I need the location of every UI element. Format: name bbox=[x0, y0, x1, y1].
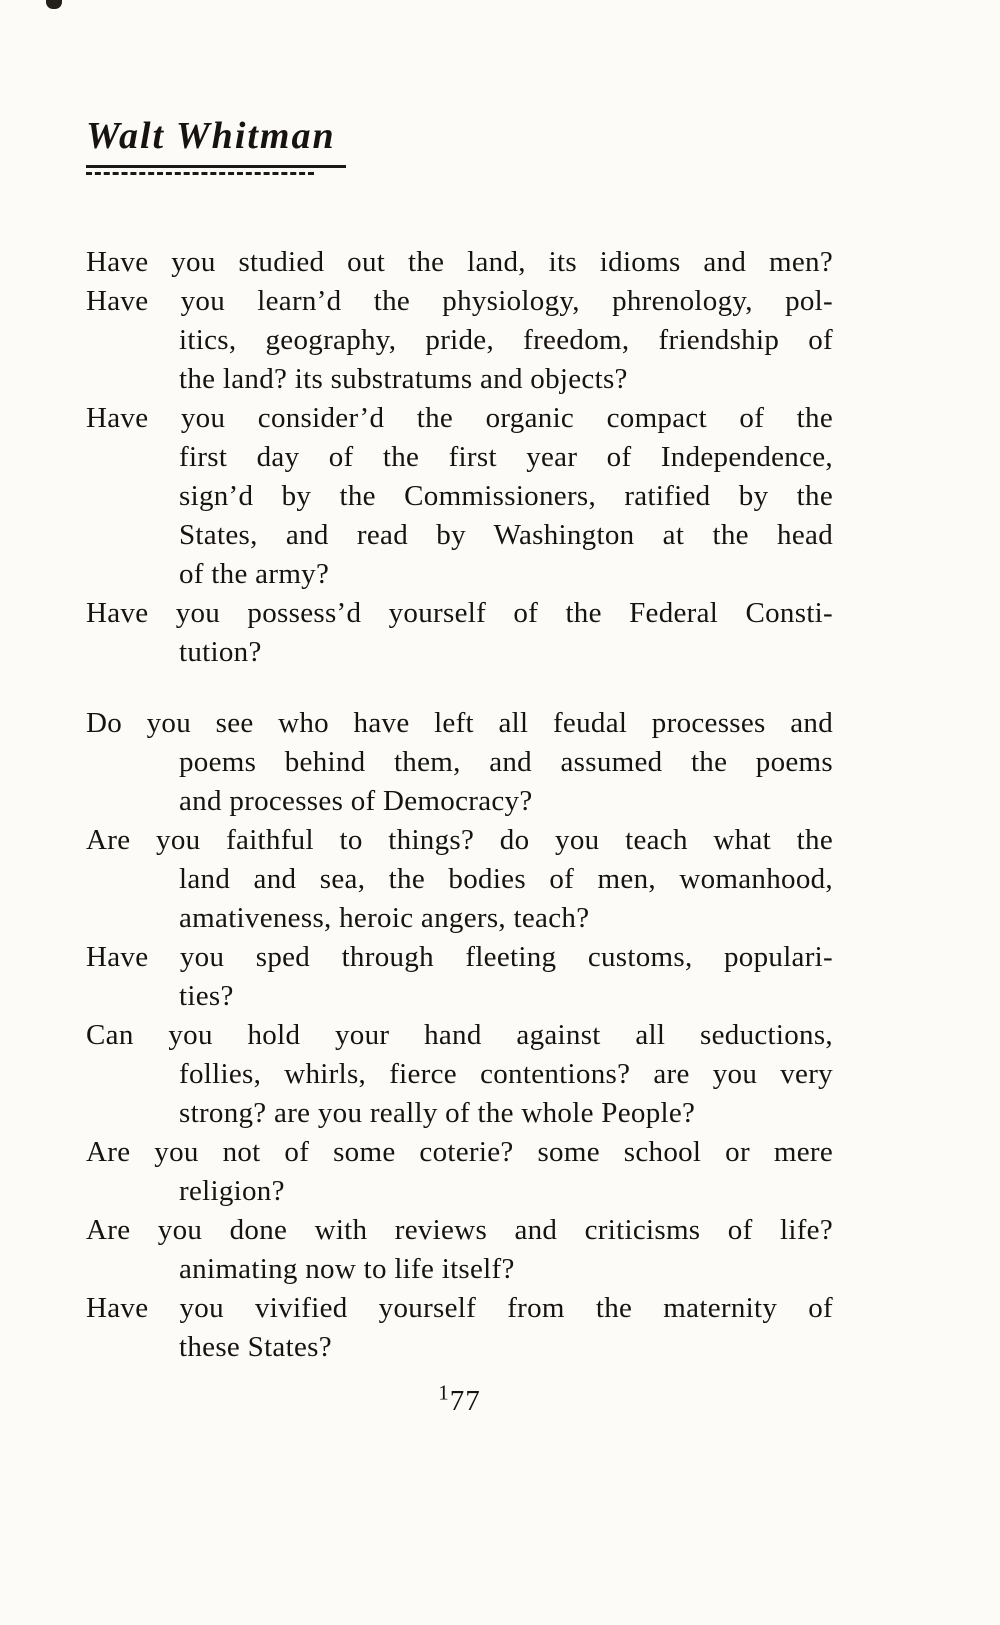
poem-line: Are you not of some coterie? some school or mere bbox=[86, 1135, 833, 1168]
poem-line: Have you possess’d yourself of the Federal Consti- bbox=[86, 596, 833, 629]
poem-line: States, and read by Washington at the head bbox=[179, 518, 833, 551]
poem-line: religion? bbox=[179, 1174, 285, 1207]
decorative-rule bbox=[86, 172, 314, 175]
poem-line: itics, geography, pride, freedom, friendship of bbox=[179, 323, 833, 356]
poem-line: poems behind them, and assumed the poems bbox=[179, 745, 833, 778]
poem-line: Are you done with reviews and criticisms of life? bbox=[86, 1213, 833, 1246]
poem-line: Have you vivified yourself from the maternity of bbox=[86, 1291, 833, 1324]
poem-line: amativeness, heroic angers, teach? bbox=[179, 901, 590, 934]
poem-line: Have you studied out the land, its idioms and men? bbox=[86, 245, 833, 278]
poem-line: the land? its substratums and objects? bbox=[179, 362, 628, 395]
poem-line: strong? are you really of the whole People? bbox=[179, 1096, 696, 1129]
page-header bbox=[86, 116, 346, 175]
poem-line: and processes of Democracy? bbox=[179, 784, 533, 817]
poem-line: these States? bbox=[179, 1330, 332, 1363]
poem-line: Have you sped through fleeting customs, populari- bbox=[86, 940, 833, 973]
poem-line: Are you faithful to things? do you teach what the bbox=[86, 823, 833, 856]
poem-line: tution? bbox=[179, 635, 262, 668]
stanza-1 bbox=[86, 243, 833, 672]
stanza-2 bbox=[86, 704, 833, 1367]
page-title-author: Walt Whitman bbox=[86, 116, 346, 168]
page-number-superscript: 1 bbox=[438, 1380, 450, 1405]
poem-line: of the army? bbox=[179, 557, 330, 590]
page-number bbox=[86, 1380, 833, 1418]
poem-line: follies, whirls, fierce contentions? are you very bbox=[179, 1057, 833, 1090]
poem-line: Have you consider’d the organic compact of the bbox=[86, 401, 833, 434]
poem-line: Can you hold your hand against all seductions, bbox=[86, 1018, 833, 1051]
poem-line: sign’d by the Commissioners, ratified by the bbox=[179, 479, 833, 512]
poem-line: Have you learn’d the physiology, phrenology, pol- bbox=[86, 284, 833, 317]
poem-line: first day of the first year of Independence, bbox=[179, 440, 833, 473]
poem-line: Do you see who have left all feudal processes and bbox=[86, 706, 833, 739]
page-number-rest: 77 bbox=[449, 1384, 481, 1417]
poem-line: ties? bbox=[179, 979, 234, 1012]
poem-line: animating now to life itself? bbox=[179, 1252, 515, 1285]
poem-text bbox=[86, 243, 833, 1367]
poem-line: land and sea, the bodies of men, womanhood, bbox=[179, 862, 833, 895]
